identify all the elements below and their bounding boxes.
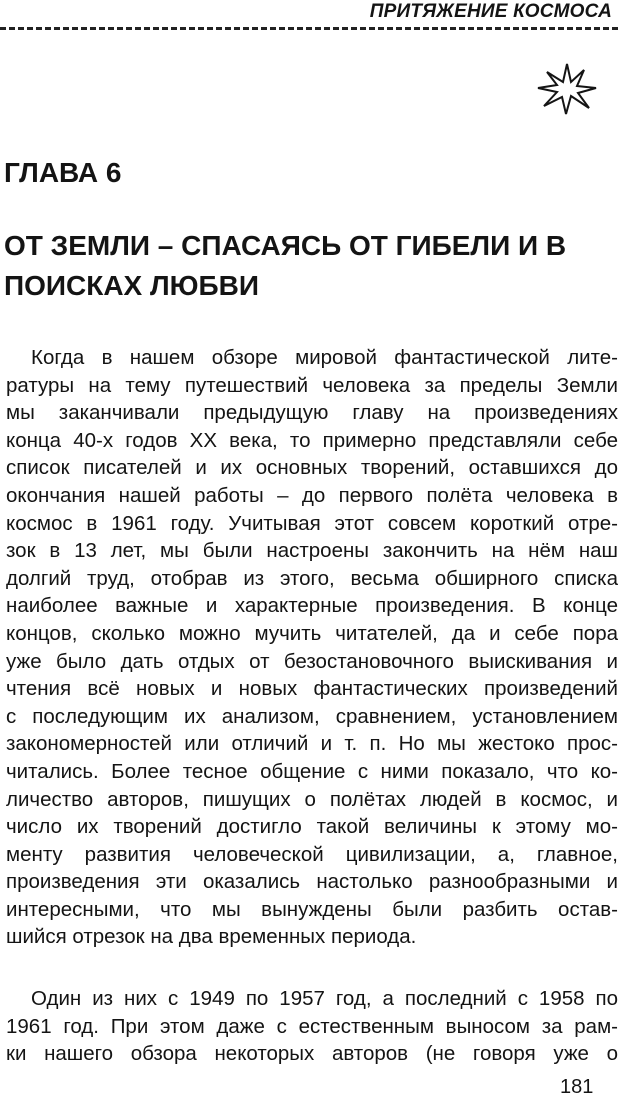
paragraph-line: долгий труд, отобрав из этого, весьма обширного списка <box>6 566 618 590</box>
paragraph-line: читались. Более тесное общение с ними показало, что ко- <box>6 759 618 783</box>
paragraph-2 <box>6 985 618 1068</box>
running-header: ПРИТЯЖЕНИЕ КОСМОСА <box>369 1 612 22</box>
page-number: 181 <box>560 1076 594 1098</box>
paragraph-line: мы заканчивали предыдущую главу на произведениях <box>6 401 618 425</box>
header-rule <box>0 27 618 30</box>
paragraph-line: с последующим их анализом, сравнением, установлением <box>6 704 618 728</box>
paragraph-line: космос в 1961 году. Учитывая этот совсем короткий отре- <box>6 511 618 535</box>
paragraph-line: закономерностей или отличий и т. п. Но мы жестоко прос- <box>6 732 618 756</box>
paragraph-line: ратуры на тему путешествий человека за пределы Земли <box>6 373 618 397</box>
paragraph-line: Когда в нашем обзоре мировой фантастической лите- <box>31 346 618 369</box>
paragraph-line: произведения эти оказались настолько разнообразными и <box>6 870 618 894</box>
paragraph-line: личество авторов, пишущих о полётах людей в космос, и <box>6 787 618 811</box>
paragraph-line: менту развития человеческой цивилизации, а, главное, <box>6 842 618 866</box>
paragraph-line: концов, сколько можно мучить читателей, да и себе пора <box>6 621 618 645</box>
paragraph-line: окончания нашей работы – до первого полёта человека в <box>6 483 618 507</box>
paragraph-line: наиболее важные и характерные произведения. В конце <box>6 594 618 618</box>
paragraph-line: Один из них с 1949 по 1957 год, а последний с 1958 по <box>31 987 618 1010</box>
paragraph-line: 1961 год. При этом даже с естественным выносом за рам- <box>6 1014 618 1038</box>
chapter-label: ГЛАВА 6 <box>4 157 122 188</box>
chapter-title: ОТ ЗЕМЛИ – СПАСАЯСЬ ОТ ГИБЕЛИ И В ПОИСКАХ ЛЮБВИ <box>4 230 567 301</box>
paragraph-line: конца 40-х годов XX века, то примерно представляли себе <box>6 428 618 452</box>
paragraph-line: уже было дать отдых от безостановочного выискивания и <box>6 649 618 673</box>
paragraph-line: интересными, что мы вынуждены были разбить остав- <box>6 897 618 921</box>
paragraph-line: список писателей и их основных творений, оставшихся до <box>6 456 618 480</box>
paragraph-line: зок в 13 лет, мы были настроены закончить на нём наш <box>6 539 618 563</box>
star-burst-icon <box>536 62 598 116</box>
paragraph-line: ки нашего обзора некоторых авторов (не говоря уже о <box>6 1042 618 1066</box>
paragraph-line: шийся отрезок на два временных периода. <box>6 925 417 949</box>
paragraph-line: чтения всё новых и новых фантастических произведений <box>6 677 618 701</box>
paragraph-1 <box>6 344 618 951</box>
paragraph-line: число их творений достигло такой величины к этому мо- <box>6 815 618 839</box>
